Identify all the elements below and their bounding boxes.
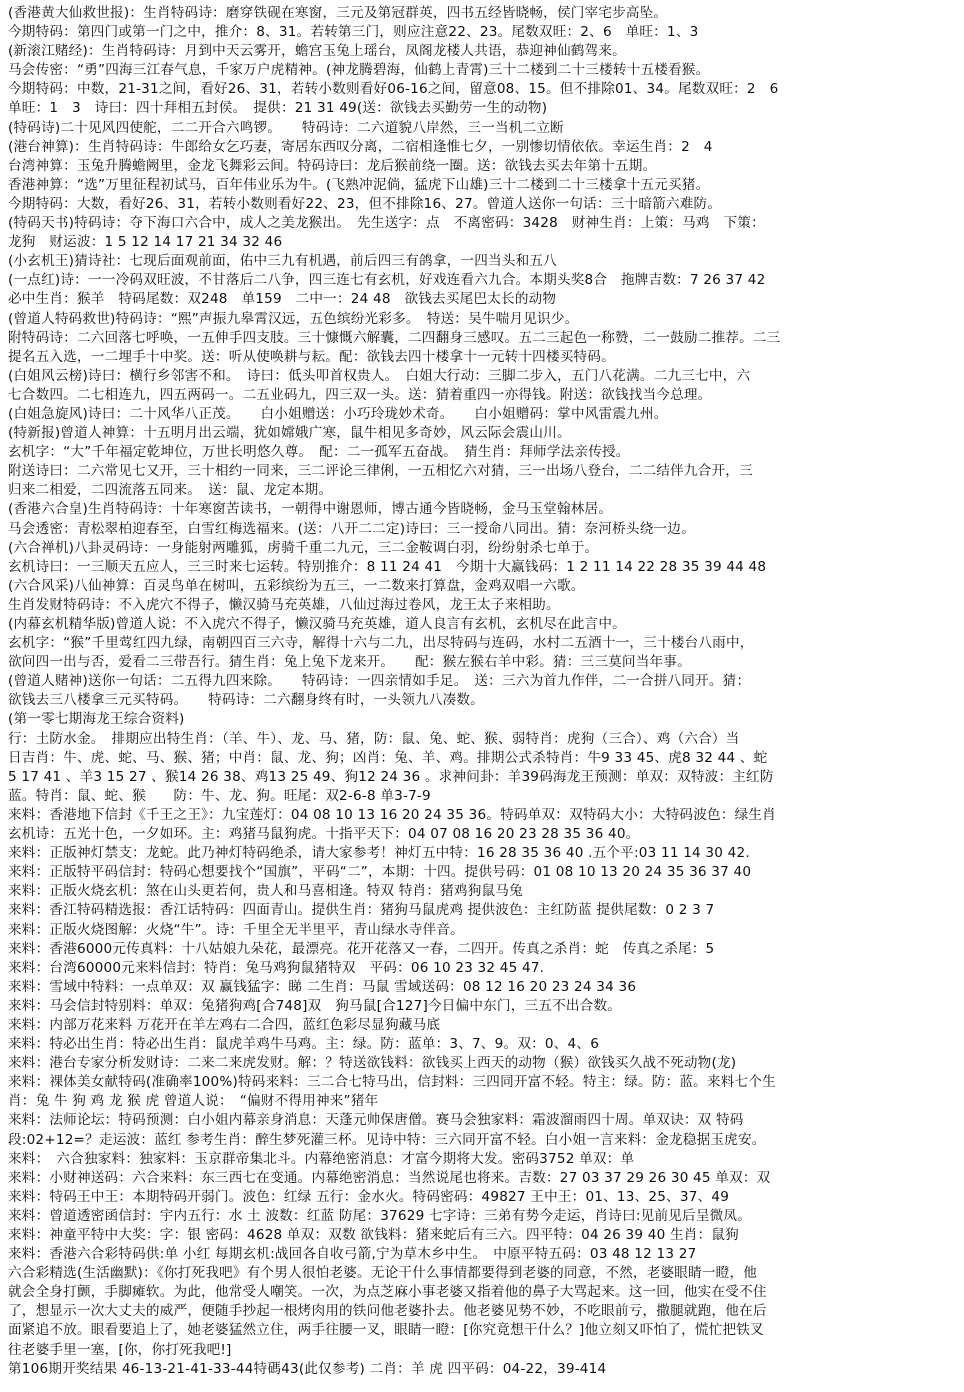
text-line: (新滚江赌经)：生肖特码诗：月到中天云雾开，蟾宫玉兔上瑶台，凤阁龙楼人共语，恭迎神仙鹤驾来。	[8, 43, 626, 60]
text-line: 提名五入选，一二埋手十中奖。送：听从使唤耕与耘。配：欲钱去四十楼拿十一元转十四楼买特码。	[8, 348, 615, 365]
text-line: 必中生肖：猴羊 特码尾数：双248 单159 二中一：24 48 欲钱去买尾巴太长的动物	[8, 291, 557, 308]
text-line: 来料：正版火烧玄机：煞在山头更若何，贵人和马喜相逢。特双 特肖：猪鸡狗鼠马兔	[8, 883, 523, 900]
text-line: 来料：正版神灯禁支：龙蛇。此乃神灯特码绝杀，请大家参考！神灯五中特：16 28 35 36 40 .五个平:03 11 14 30 42.	[8, 845, 750, 862]
text-line: 附特码诗：二六回落七呼唤，一五伸手四支肢。三十慷慨六解囊，二四翻身三感叹。五二三起色一称赞，二一鼓励二推荐。二三	[8, 329, 781, 346]
text-line: (特码诗)二十见风四使舵，二二开合六鸣锣。 特码诗：二六道貌八岸然，三一当机二立断	[8, 119, 564, 136]
text-line: 欲钱去三八楼拿三元买特码。 特码诗：二六翻身终有时，一头领九八凑数。	[8, 692, 484, 709]
text-line: (港台神算)：生肖特码诗：牛郎给女乞巧妻，寄居东西叹分离，二宿相逢惟七夕，一别惨切情依依。幸运生肖：2 4	[8, 138, 713, 155]
text-line: (曾道人特码救世)特码诗：“熙”声振九皋霄汉远，五色缤纷光彩多。 特送：吴牛喘月见识少。	[8, 310, 579, 327]
text-line: 来料：台湾60000元来料信封：特肖：兔马鸡狗鼠猪特双 平码：06 10 23 32 45 47.	[8, 959, 545, 976]
text-line: (曾道人赌神)送你一句话：二五得九四来除。 特码诗：一四亲情如手足。 送：三六为首九作伴，二一合拼八同开。猜：	[8, 673, 751, 690]
text-line: 马会透密：青松翠柏迎春至，白雪红梅选福来。(送：八开二二定)诗曰：三一授命八同出。猜：奈河桥头绕一边。	[8, 520, 695, 537]
text-line: 来料：香江特码精选报：香江话特码：四面青山。提供生肖：猪狗马鼠虎鸡 提供波色：主红防蓝 提供尾数：0 2 3 7	[8, 902, 715, 919]
text-line: 单旺：1 3 诗曰：四十拜相五封侯。 提供：21 31 49(送：欲钱去买勤劳一生的动物)	[8, 100, 548, 117]
text-line: 来料：香港6000元传真料：十八姑娘九朵花，最漂亮。花开花落又一春，二四开。传真之杀肖：蛇 传真之杀尾：5	[8, 940, 715, 957]
text-line: 来料：神童平特中大奖：字：银 密码：4628 单双：双数 欲钱料：猪来蛇后有三六。四平特：04 26 39 40 生肖：鼠狗	[8, 1227, 739, 1243]
text-line: 六合彩精选(生活幽默)：《你打死我吧》有个男人很怕老婆。无论干什么事情都要得到老婆的同意，不然，老婆眼睛一瞪，他	[8, 1265, 758, 1282]
text-line: 蓝。特肖：鼠、蛇、猴 防：牛、龙、狗。旺尾：双2-6-8 单3-7-9	[8, 787, 431, 804]
text-line: (香港黄大仙救世报)：生肖特码诗：磨穿铁砚在寒窗，三元及第冠群英，四书五经皆晓畅，侯门宰宅步高坠。	[8, 5, 668, 21]
text-line: 来料：内部万花来料 万花开在羊左鸡右二合四，蓝红色彩尽显狗藏马底	[8, 1016, 441, 1033]
text-line: (特新报)曾道人神算：十五明月出云端，犹如嫦娥广寒，鼠牛相见多奇妙，风云际会震山川。	[8, 425, 571, 442]
text-line: 来料：小财神送码：六合来料：东三西七在变通。内幕绝密消息：当然说尾也将来。吉数：27 03 37 29 26 30 45 单双：双	[8, 1169, 771, 1186]
text-line: 来料：正版特平码信封：特码心想要找个“国旗”，平码“二”，本期：十四。提供号码：01 08 10 13 20 24 35 36 37 40	[8, 864, 752, 881]
text-line: 今期特码：中数，21-31之间，看好26、31，若转小数则看好06-16之间，留意08、15。但不排除01、34。尾数双旺：2 6	[8, 81, 779, 98]
text-line: 来料：香港六合彩特码供:单 小红 每期玄机:战回各自收弓箭,宁为草木乡中生。 中原平特五码：03 48 12 13 27	[8, 1246, 697, 1263]
text-line: 来料：雪域中特料：一点单双：双 赢钱猛字：睇 二生肖：马鼠 雪域送码：08 12 16 20 23 24 34 36	[8, 978, 637, 995]
section-heading: (第一零七期海龙王综合资料)	[8, 711, 185, 728]
text-line: 就会全身打颤，手脚瘫软。为此，他常受人嘲笑。一次，为点芝麻小事老婆又指着他的鼻子大骂起来。这一回，他实在受不住	[8, 1284, 767, 1301]
text-line: (特码天书)特码诗：夺下海口六合中，成人之美龙猴出。 先生送字：点 不离密码：3428 财神生肖：上策：马鸡 下策：	[8, 215, 765, 232]
text-line: (香港六合皇)生肖特码诗：十年寒窗苦读书，一朝得中谢恩师，博古通今皆晓畅，金马玉堂翰林居。	[8, 501, 613, 518]
text-line: 玄机诗曰：一三顺天五应人，三三时来七运转。特别推介：8 11 24 41 今期十大赢钱码：1 2 11 14 22 28 35 39 44 48	[8, 558, 767, 575]
text-line: 第106期开奖结果 46-13-21-41-33-44特碼43(此仅参考) 二肖：羊 虎 四平码：04-22，39-414	[8, 1360, 607, 1377]
text-line: 来料：特码王中王：本期特码开弱门。波色：红绿 五行：金水火。特码密码：49827 王中王：01、13、25、37、49	[8, 1188, 730, 1205]
text-line: 来料：法师论坛：特码预测：白小姐内幕亲身消息：天蓬元帅保唐僧。赛马会独家料：霜波溜雨四十周。单双诀：双 特码	[8, 1112, 744, 1129]
text-line: 来料：马会信封特别料：单双：兔猪狗鸡[合748]双 狗马鼠[合127]今日偏中东门，三五不出合数。	[8, 997, 622, 1014]
text-line: (六合禅机)八卦灵码诗：一身能射两雕狐，虏骑千重二九元，三二金鞍调白羽，纷纷射杀七单于。	[8, 539, 599, 556]
text-line: 香港神算：“选”万里征程初试马，百年伟业乐为牛。(飞熟冲泥倘，猛虎下山雄)三十二楼到二十三楼拿十五元买猪。	[8, 176, 710, 193]
text-line: 来料：正版火烧图解：火烧“牛”。诗：千里全无半里平，青山绿水寺伴音。	[8, 921, 464, 938]
text-line: 七合数四。二七相连九，四五两码一。二五业码九，四三双一头。送：猜着重四一亦得钱。附送：欲钱找当今总理。	[8, 386, 712, 403]
text-line: 来料：裸体美女献特码(准确率100%)特码来料：三二合七特马出，信封料：三四同开富不轻。特主：绿。防：蓝。来料七个生	[8, 1074, 776, 1091]
text-line: 了，想显示一次大丈夫的威严，便随手抄起一根烤肉用的铁问他老婆扑去。他老婆见势不妙，不吃眼前亏，撒腿就跑，他在后	[8, 1303, 767, 1320]
text-line: 台湾神算：玉兔升腾蟾阙里，金龙飞舞彩云间。特码诗曰：龙后猴前绕一圈。送：欲钱去买去年第十五期。	[8, 157, 657, 174]
text-line: (白姐风云榜)诗曰：横行乡邻害不和。 诗曰：低头叩首权贵人。 白姐大行动：三脚二步入，五门八花满。二九三七中，六	[8, 367, 751, 384]
text-line: 段:02+12=？走运波：蓝红 参考生肖：醉生梦死灌三杯。见诗中特：三六同开富不轻。白小姐一言来料：金龙稳据玉虎安。	[8, 1131, 766, 1148]
text-line: 5 17 41 、羊3 15 27 、猴14 26 38、鸡13 25 49、狗12 24 36 。求神问卦：羊39码海龙王预测：单双：双特波：主红防	[8, 768, 774, 785]
text-line: 行：土防水金。 排期应出特生肖：（羊、牛）、龙、马、猪，防：鼠、兔、蛇、猴、弱特肖：虎狗（三合）、鸡（六合）当	[8, 730, 740, 747]
text-line: 附送诗曰：二六常见七又开，三十相约一同来，三二评论三律俐，一五相忆六对猜，三一出场八登台，二二结伴九合开，三	[8, 463, 753, 480]
text-line: 今期特码：大数，看好26、31，若转小数则看好22、23，但不排除16、27。曾道人送你一句话：三十暗箭六难防。	[8, 195, 722, 212]
text-line: 玄机诗：五光十色，一夕如环。主：鸡猪马鼠狗虎。十指平天下：04 07 08 16 20 23 28 35 36 40。	[8, 826, 640, 843]
text-line: 欲问四一出与否，爱看二三带吾行。猜生肖：兔上兔下龙来开。 配：猴左猴右羊中彩。猜：三三莫问当年事。	[8, 654, 691, 671]
text-line: (一点红)诗：一一冷码双旺波，不甘落后二八争，四三连七有玄机，好戏连看六九合。本期头奖8合 拖牌吉数：7 26 37 42	[8, 272, 766, 289]
newspaper-page	[8, 4, 956, 1384]
text-line: 来料：曾道透密函信封：宇内五行：水 土 波数：红蓝 防尾：37629 七字诗：三弟有势今走运，肖诗曰:见前见后呈微凤。	[8, 1207, 751, 1224]
text-line: 今期特码：第四门或第一门之中，推介：8、31。若转第三门，则应注意22、23。尾数双旺：2、6 单旺：1、3	[8, 24, 699, 41]
text-line: (白姐急旋风)诗曰：二十风华八正茂。 白小姐赠送：小巧玲珑妙术奇。 白小姐赠码：掌中风雷震九州。	[8, 405, 668, 422]
text-line: 来料：特必出生肖：特必出生肖：鼠虎羊鸡牛马鸡。主：绿。防：蓝单：3、7、9。双：0、4、6	[8, 1036, 600, 1053]
text-line: 来料： 六合独家料：独家料：玉京群帝集北斗。内幕绝密消息：才富今期将大发。密码3752 单双：单	[8, 1150, 635, 1167]
draw-result-line	[8, 1379, 956, 1384]
text-line: (内幕玄机精华版)曾道人说：不入虎穴不得子，懒汉骑马充英雄，道人良言有玄机，玄机尽在此言中。	[8, 616, 626, 632]
text-line: (六合风采)八仙神算：百灵鸟单在树叫，五彩缤纷为五三，一二数来打算盘，金鸡双唱一六歌。	[8, 577, 585, 594]
text-line: 日吉肖：牛、虎、蛇、马、猴、猪；中肖：鼠、龙、狗；凶肖：兔、羊、鸡。排期公式杀特肖：牛9 33 45、虎8 32 44 、蛇	[8, 749, 768, 766]
text-line: 归来二相爱，二四流落五同来。 送：鼠、龙定本期。	[8, 482, 333, 499]
text-line: 生肖发财特码诗：不入虎穴不得子，懒汉骑马充英雄，八仙过海过卷风，龙王太子来相助。	[8, 596, 560, 613]
text-line: 肖：兔 牛 狗 鸡 龙 猴 虎 曾道人说： “偏财不得用神来”猪年	[8, 1093, 379, 1110]
text-line: 来料：香港地下信封《千王之王》：九宝莲灯：04 08 10 13 16 20 24 35 36。特码单双：双特码大小：大特码波色：绿生肖	[8, 806, 776, 823]
text-line: 马会传密：“勇”四海三江春气息，千家万户虎精神。(神龙腾碧海，仙鹤上青霄)三十二楼到二十三楼转十五楼看猴。	[8, 62, 710, 79]
text-line: 玄机字：“猴”千里莺红四九绿，南朝四百三六寺，解得十六与二九，出尽特码与连码，水村二五酒十一，三十楼台八雨中，	[8, 635, 754, 652]
text-line: 龙狗 财运波：1 5 12 14 17 21 34 32 46	[8, 234, 283, 251]
text-line: 往老婆手里一塞，[你，你打死我吧!]	[8, 1341, 232, 1358]
text-line: 来料：港台专家分析发财诗：二来二来虎发财。解：？特送欲钱料：欲钱买上西天的动物（猴）欲钱买久战不死动物(龙)	[8, 1055, 737, 1072]
text-line: 面紧追不放。眼看要追上了，她老婆猛然立住，两手往腰一叉，眼睛一瞪：[你究竟想干什么？]他立刻又吓怕了，慌忙把铁叉	[8, 1322, 764, 1339]
text-line: 玄机字：“大”千年福定乾坤位，万世长明悠久尊。 配：二一孤军五奋战。 猜生肖：拜师学法亲传授。	[8, 444, 630, 461]
text-line: (小玄机王)猜诗社：七现后面观前面，佑中三九有机遇，前后四三有鸽拿，一四当头和五八	[8, 253, 557, 270]
